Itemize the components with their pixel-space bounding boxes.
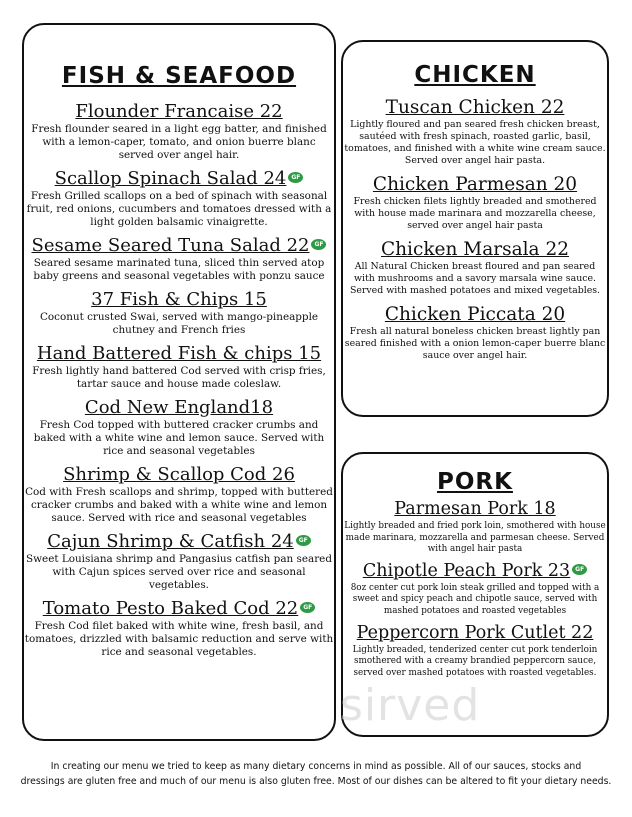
footer-line-1: In creating our menu we tried to keep as many dietary concerns in mind as possible. All of our sauces, stocks and: [50, 761, 582, 772]
menu-item-description: Seared sesame marinated tuna, sliced thin served atop baby greens and seasonal vegetables with ponzu sauce: [33, 257, 325, 282]
pork-items: [343, 499, 607, 679]
menu-item-name-text: Shrimp & Scallop Cod 26: [63, 464, 295, 485]
chicken-panel: [341, 40, 609, 417]
menu-item: [24, 343, 334, 391]
menu-item: [24, 101, 334, 162]
menu-item-name: [75, 101, 282, 122]
menu-item-name-text: Flounder Francaise 22: [75, 101, 283, 122]
menu-item-name: [85, 397, 273, 418]
menu-item: [24, 464, 334, 525]
menu-item-name-text: Parmesan Pork 18: [394, 499, 556, 519]
menu-item-description: Lightly breaded and fried pork loin, smothered with house made marinara, mozzarella and parmesan cheese. Served with angel hair pasta: [344, 521, 606, 555]
menu-item-description: Sweet Louisiana shrimp and Pangasius catfish pan seared with Cajun spices served over rice and seasonal vegetables.: [26, 553, 332, 591]
menu-item-description: All Natural Chicken breast floured and pan seared with mushrooms and a savory marsala wine sauce. Served with mashed potatoes and mixed vegetables.: [349, 261, 601, 296]
menu-item: [343, 499, 607, 556]
gluten-free-badge-icon: GF: [572, 564, 587, 575]
menu-item-description: Coconut crusted Swai, served with mango-pineapple chutney and French fries: [39, 311, 319, 336]
menu-item-description: Lightly floured and pan seared fresh chicken breast, sautéed with fresh spinach, roasted garlic, basil, tomatoes, and finished with a white wine cream sauce. Served over angel hair pasta.: [344, 119, 606, 166]
menu-item-name: [385, 304, 565, 325]
menu-item-description: Fresh Cod filet baked with white wine, fresh basil, and tomatoes, drizzled with balsamic reduction and serve with rice and seasonal vegetables.: [24, 620, 334, 658]
menu-item-description: Fresh lightly hand battered Cod served with crisp fries, tartar sauce and house made coleslaw.: [32, 365, 326, 390]
menu-item-name: [37, 343, 321, 364]
menu-item-name: [32, 235, 327, 256]
menu-item: [343, 623, 607, 680]
menu-item-name-text: Chicken Piccata 20: [384, 304, 566, 325]
menu-item-name-text: Chicken Parmesan 20: [372, 174, 578, 195]
fish-seafood-title: FISH & SEAFOOD: [61, 63, 297, 89]
menu-item-name: [47, 531, 311, 552]
menu-item-name: [363, 561, 587, 582]
menu-item-name-text: Tuscan Chicken 22: [385, 97, 565, 118]
menu-item-name-text: Peppercorn Pork Cutlet 22: [356, 622, 594, 643]
menu-item-description: Fresh flounder seared in a light egg batter, and finished with a lemon-caper, tomato, and onion buerre blanc served over angel hair.: [31, 123, 327, 161]
menu-item: [343, 174, 607, 232]
menu-item-name-text: Cod New England18: [84, 397, 274, 418]
menu-item-name: [63, 464, 295, 485]
gluten-free-badge-icon: GF: [300, 602, 315, 613]
menu-item: [24, 235, 334, 283]
menu-item-description: Cod with Fresh scallops and shrimp, topped with buttered cracker crumbs and baked with a white wine and lemon sauce. Served with rice and seasonal vegetables: [25, 486, 333, 524]
menu-item-name-text: Tomato Pesto Baked Cod 22: [42, 598, 299, 619]
menu-item: [343, 239, 607, 297]
menu-item-description: Lightly breaded, tenderized center cut pork tenderloin smothered with a creamy brandied peppercorn sauce, served over mashed potatoes with roasted vegetables.: [352, 644, 598, 678]
menu-item-name: [357, 623, 594, 644]
menu-item: [24, 531, 334, 592]
footer-line-2: dressings are gluten free and much of our menu is also gluten free. Most of our dishes can be altered to fit your dietary needs.: [20, 776, 612, 787]
menu-item-name: [386, 97, 565, 118]
menu-item: [24, 289, 334, 337]
menu-item: [343, 97, 607, 167]
menu-item-name-text: Scallop Spinach Salad 24: [54, 168, 287, 189]
menu-item-name-text: Chicken Marsala 22: [380, 239, 569, 260]
dietary-footer-note: [10, 759, 622, 789]
gluten-free-badge-icon: GF: [296, 535, 311, 546]
menu-item: [24, 598, 334, 659]
menu-item-description: 8oz center cut pork loin steak grilled and topped with a sweet and spicy peach and chipotle sauce, served with mashed potatoes and roasted vegetables: [350, 582, 600, 616]
menu-item-name: [373, 174, 577, 195]
menu-item-description: Fresh all natural boneless chicken breast lightly pan seared finished with a onion lemon-caper buerre blanc sauce over angel hair.: [344, 326, 606, 361]
fish-seafood-panel: [22, 23, 336, 741]
menu-item: [343, 561, 607, 618]
fish-seafood-items: [24, 101, 334, 659]
menu-item-name: [55, 168, 304, 189]
menu-item-name: [381, 239, 569, 260]
menu-item-name: [91, 289, 267, 310]
menu-item: [24, 397, 334, 458]
menu-item-description: Fresh chicken filets lightly breaded and smothered with house made marinara and mozzarella cheese, served over angel hair pasta: [353, 196, 597, 231]
menu-item-name-text: Chipotle Peach Pork 23: [362, 560, 571, 581]
gluten-free-badge-icon: GF: [288, 172, 303, 183]
menu-item-name-text: 37 Fish & Chips 15: [91, 289, 267, 310]
menu-item-description: Fresh Cod topped with buttered cracker crumbs and baked with a white wine and lemon sauce. Served with rice and seasonal vegetables: [33, 419, 325, 457]
menu-item-name: [43, 598, 316, 619]
menu-item: [24, 168, 334, 229]
menu-item-description: Fresh Grilled scallops on a bed of spinach with seasonal fruit, red onions, cucumbers and tomatoes dressed with a light golden balsamic vinaigrette.: [26, 190, 332, 228]
menu-item-name-text: Cajun Shrimp & Catfish 24: [47, 531, 294, 552]
pork-title: PORK: [437, 469, 513, 495]
watermark-logo: sirved: [340, 680, 481, 731]
chicken-items: [343, 97, 607, 362]
menu-item-name-text: Hand Battered Fish & chips 15: [36, 343, 322, 364]
menu-item-name-text: Sesame Seared Tuna Salad 22: [31, 235, 310, 256]
menu-item: [343, 304, 607, 362]
menu-item-name: [394, 499, 555, 520]
chicken-title: CHICKEN: [414, 62, 536, 88]
gluten-free-badge-icon: GF: [311, 239, 326, 250]
